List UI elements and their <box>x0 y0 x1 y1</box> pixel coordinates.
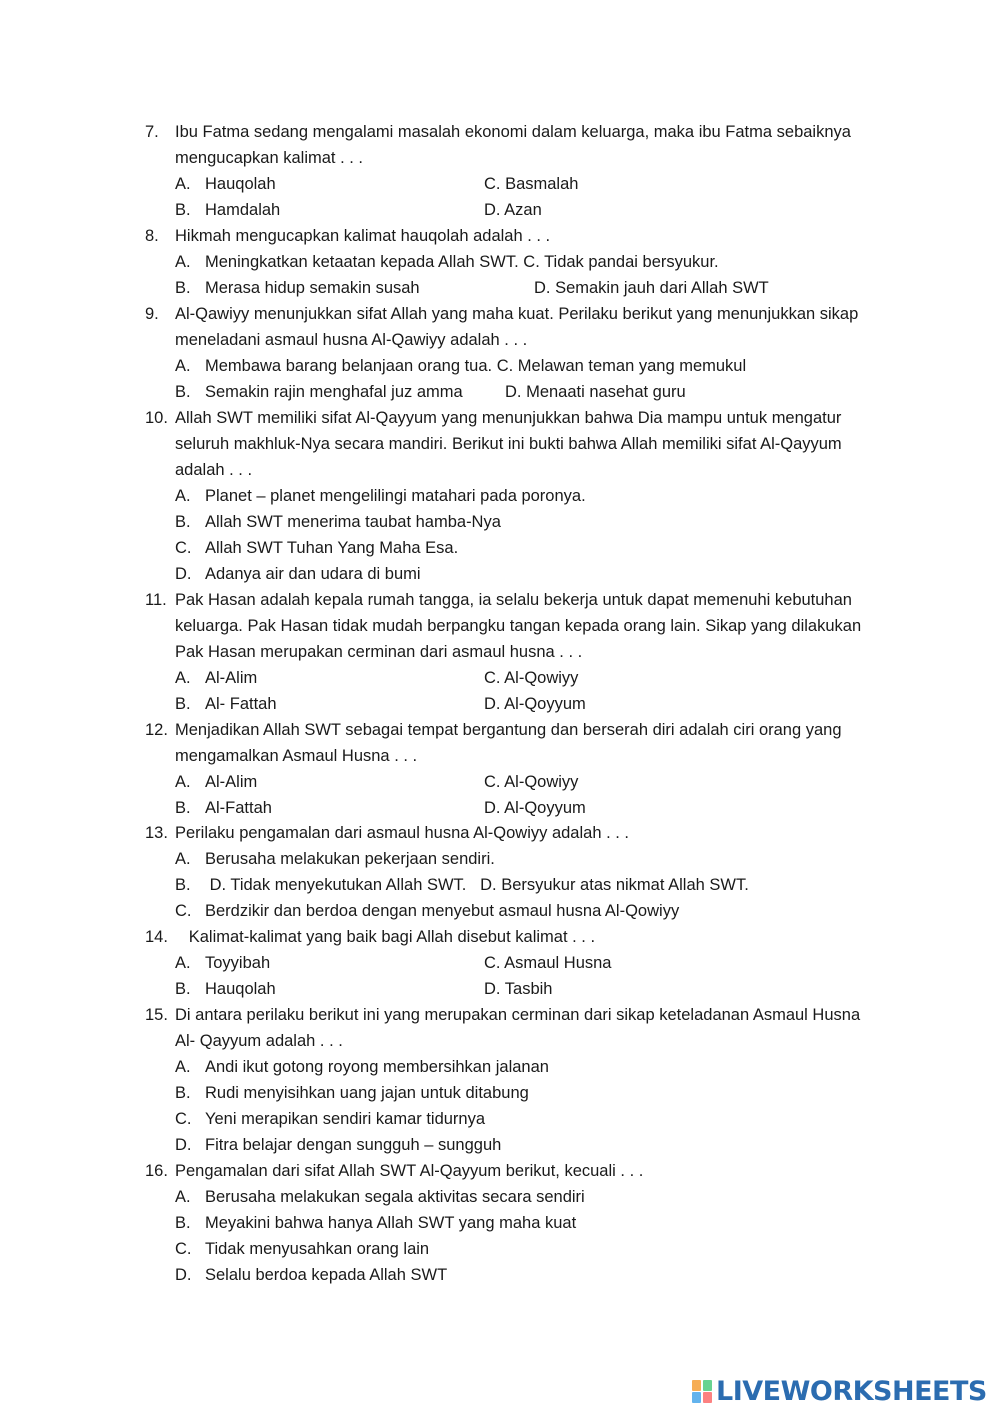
question-text: Ibu Fatma sedang mengalami masalah ekonomi dalam keluarga, maka ibu Fatma sebaiknya <box>175 123 851 141</box>
option-text: Hauqolah <box>205 175 276 193</box>
option-letter: A. <box>175 253 191 271</box>
option-letter: B. <box>175 1084 191 1102</box>
question-text: Al- Qayyum adalah . . . <box>175 1032 343 1050</box>
option-letter: C. <box>175 1240 192 1258</box>
option-letter: D. <box>175 1266 192 1284</box>
option-letter: A. <box>175 669 191 687</box>
option-letter: A. <box>175 357 191 375</box>
question-number: 14. <box>145 928 168 946</box>
option-text: Al- Fattah <box>205 695 277 713</box>
question-text: keluarga. Pak Hasan tidak mudah berpangku tangan kepada orang lain. Sikap yang dilakukan <box>175 617 862 635</box>
question-text: Di antara perilaku berikut ini yang merupakan cerminan dari sikap keteladanan Asmaul Husna <box>175 1006 861 1024</box>
option-text: Planet – planet mengelilingi matahari pada poronya. <box>205 487 586 505</box>
option-text: Berdzikir dan berdoa dengan menyebut asmaul husna Al-Qowiyy <box>205 902 680 920</box>
option-letter: B. <box>175 876 191 894</box>
question-text: Hikmah mengucapkan kalimat hauqolah adalah . . . <box>175 227 551 245</box>
option-text: C. Al-Qowiyy <box>484 773 579 791</box>
option-text: Allah SWT menerima taubat hamba-Nya <box>205 513 501 531</box>
question-number: 16. <box>145 1162 168 1180</box>
option-text: C. Asmaul Husna <box>484 954 612 972</box>
option-letter: C. <box>175 539 192 557</box>
option-letter: A. <box>175 175 191 193</box>
option-text: C. Al-Qowiyy <box>484 669 579 687</box>
option-text: Al-Alim <box>205 773 258 791</box>
option-letter: B. <box>175 513 191 531</box>
option-letter: A. <box>175 850 191 868</box>
option-text: Allah SWT Tuhan Yang Maha Esa. <box>205 539 459 557</box>
option-text: Al-Fattah <box>205 799 272 817</box>
question-text: adalah . . . <box>175 461 253 479</box>
option-letter: A. <box>175 1058 191 1076</box>
option-text: Berusaha melakukan pekerjaan sendiri. <box>205 850 495 868</box>
option-letter: B. <box>175 695 191 713</box>
option-letter: C. <box>175 1110 192 1128</box>
question-text: mengamalkan Asmaul Husna . . . <box>175 747 418 765</box>
option-letter: B. <box>175 383 191 401</box>
question-text: Allah SWT memiliki sifat Al-Qayyum yang menunjukkan bahwa Dia mampu untuk mengatur <box>175 409 842 427</box>
question-text: seluruh makhluk-Nya secara mandiri. Berikut ini bukti bahwa Allah memiliki sifat Al-Qayyum <box>175 435 842 453</box>
question-number: 12. <box>145 721 168 739</box>
option-text: D. Menaati nasehat guru <box>505 383 686 401</box>
option-text: C. Basmalah <box>484 175 579 193</box>
option-letter: B. <box>175 1214 191 1232</box>
option-text: Merasa hidup semakin susah <box>205 279 420 297</box>
question-text: meneladani asmaul husna Al-Qawiyy adalah . . . <box>175 331 528 349</box>
question-text: Menjadikan Allah SWT sebagai tempat bergantung dan berserah diri adalah ciri orang yang <box>175 721 842 739</box>
option-text: Meyakini bahwa hanya Allah SWT yang maha kuat <box>205 1214 577 1232</box>
question-text: Al-Qawiyy menunjukkan sifat Allah yang maha kuat. Perilaku berikut yang menunjukkan sikap <box>175 305 859 323</box>
option-text: D. Tidak menyekutukan Allah SWT. D. Bersyukur atas nikmat Allah SWT. <box>205 876 749 894</box>
option-letter: A. <box>175 954 191 972</box>
question-text: Pengamalan dari sifat Allah SWT Al-Qayyum berikut, kecuali . . . <box>175 1162 644 1180</box>
question-number: 7. <box>145 123 159 141</box>
option-text: Adanya air dan udara di bumi <box>205 565 421 583</box>
logo-text: LIVEWORKSHEETS <box>716 1375 987 1407</box>
option-text: Rudi menyisihkan uang jajan untuk ditabung <box>205 1084 529 1102</box>
option-text: D. Azan <box>484 201 542 219</box>
option-text: Al-Alim <box>205 669 258 687</box>
option-letter: B. <box>175 201 191 219</box>
option-text: D. Tasbih <box>484 980 553 998</box>
question-text: Pak Hasan adalah kepala rumah tangga, ia selalu bekerja untuk dapat memenuhi kebutuhan <box>175 591 852 609</box>
option-letter: D. <box>175 565 192 583</box>
question-number: 9. <box>145 305 159 323</box>
option-text: Tidak menyusahkan orang lain <box>205 1240 430 1258</box>
option-letter: A. <box>175 487 191 505</box>
liveworksheets-logo <box>692 1376 987 1406</box>
question-number: 8. <box>145 227 159 245</box>
question-text: Pak Hasan merupakan cerminan dari asmaul husna . . . <box>175 643 583 661</box>
option-letter: B. <box>175 980 191 998</box>
option-letter: B. <box>175 799 191 817</box>
option-text: Berusaha melakukan segala aktivitas secara sendiri <box>205 1188 585 1206</box>
question-number: 15. <box>145 1006 168 1024</box>
option-text: Selalu berdoa kepada Allah SWT <box>205 1266 448 1284</box>
option-text: Meningkatkan ketaatan kepada Allah SWT. C. Tidak pandai bersyukur. <box>205 253 719 271</box>
option-letter: A. <box>175 773 191 791</box>
option-text: D. Al-Qoyyum <box>484 695 586 713</box>
option-text: Fitra belajar dengan sungguh – sungguh <box>205 1136 502 1154</box>
option-letter: B. <box>175 279 191 297</box>
option-letter: A. <box>175 1188 191 1206</box>
question-number: 11. <box>145 591 167 609</box>
option-letter: D. <box>175 1136 192 1154</box>
logo-mark-icon <box>692 1378 714 1404</box>
option-text: Toyyibah <box>205 954 271 972</box>
option-text: Membawa barang belanjaan orang tua. C. Melawan teman yang memukul <box>205 357 747 375</box>
question-number: 10. <box>145 409 168 427</box>
option-text: Semakin rajin menghafal juz amma <box>205 383 463 401</box>
option-text: Hauqolah <box>205 980 276 998</box>
question-number: 13. <box>145 824 168 842</box>
question-text: Kalimat-kalimat yang baik bagi Allah disebut kalimat . . . <box>175 928 596 946</box>
option-text: Yeni merapikan sendiri kamar tidurnya <box>205 1110 486 1128</box>
question-text: Perilaku pengamalan dari asmaul husna Al-Qowiyy adalah . . . <box>175 824 629 842</box>
option-letter: C. <box>175 902 192 920</box>
option-text: D. Semakin jauh dari Allah SWT <box>534 279 769 297</box>
option-text: Hamdalah <box>205 201 281 219</box>
option-text: Andi ikut gotong royong membersihkan jalanan <box>205 1058 549 1076</box>
option-text: D. Al-Qoyyum <box>484 799 586 817</box>
question-text: mengucapkan kalimat . . . <box>175 149 364 167</box>
